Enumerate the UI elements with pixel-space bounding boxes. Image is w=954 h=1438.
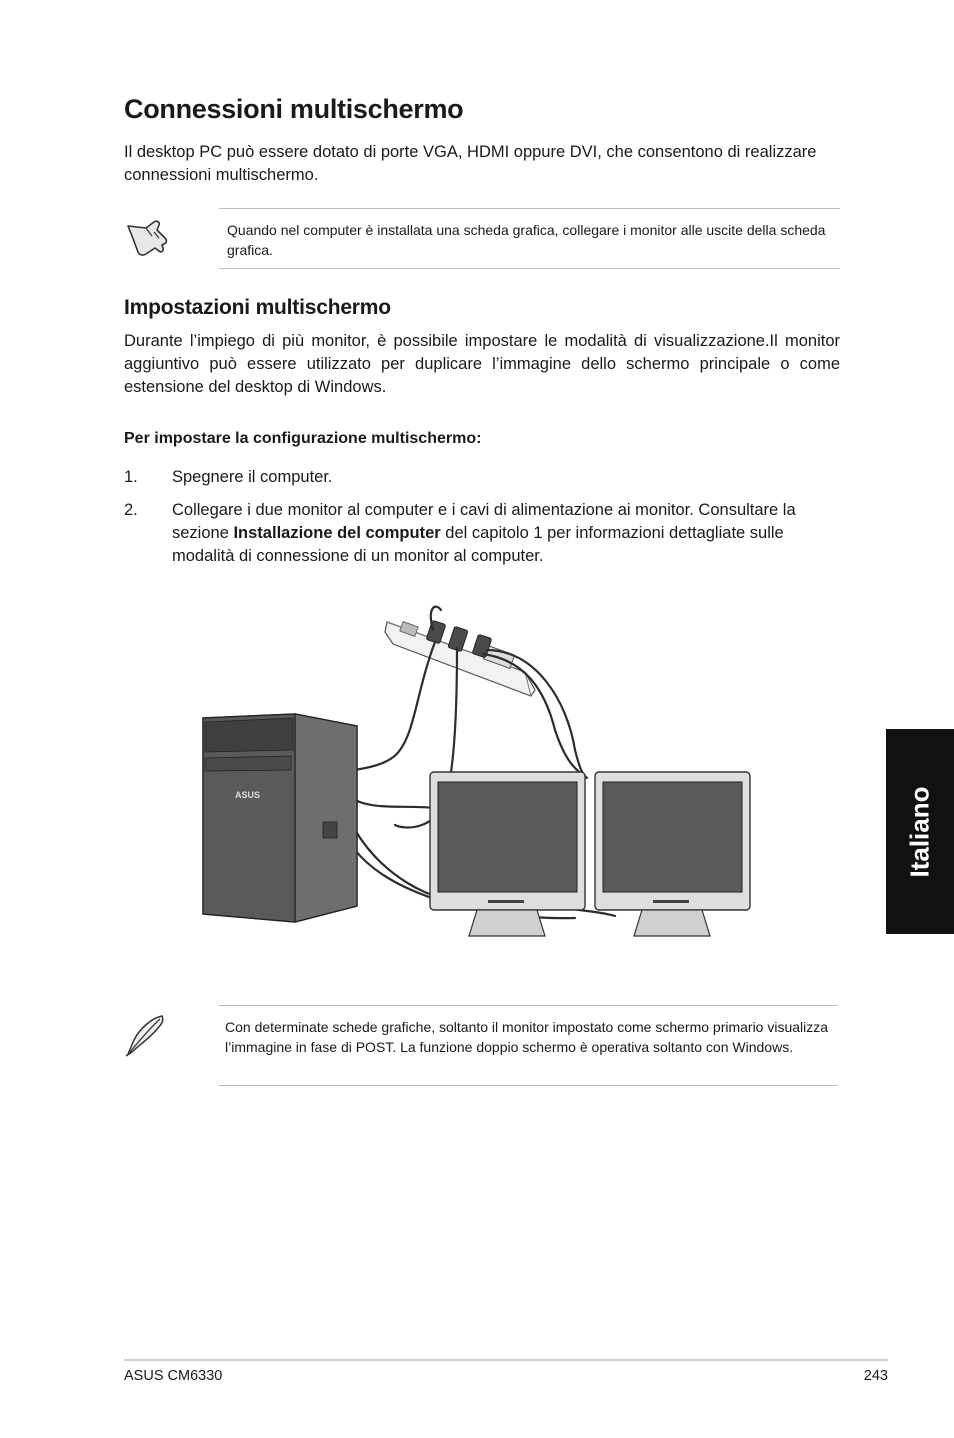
note-text: Con determinate schede grafiche, soltanto il monitor impostato come schermo primario visualizza l’immagine in fase di POST. La funzione doppio schermo è operativa soltanto con Windows. — [225, 1019, 829, 1055]
procedure-label: Per impostare la configurazione multischermo: — [124, 430, 482, 447]
pc-brand-label: ASUS — [235, 790, 261, 800]
step-text-part: del capitolo 1 per informazioni dettagliate sulle modalità di connessione di un monitor al computer. — [172, 524, 784, 565]
footer-model: ASUS CM6330 — [124, 1368, 223, 1384]
step-bold-reference: Installazione del computer — [233, 524, 441, 542]
intro-paragraph: Il desktop PC può essere dotato di porte VGA, HDMI oppure DVI, che consentono di realizzare connessioni multischermo. — [124, 143, 817, 184]
step-number: 1. — [124, 468, 138, 486]
quill-pen-icon — [122, 1012, 170, 1058]
section-body: Durante l’impiego di più monitor, è possibile impostare le modalità di visualizzazione.Il monitor aggiuntivo può essere utilizzato per duplicare l’immagine dello schermo principale o come estensione del desktop di Windows. — [124, 332, 840, 396]
note-top-divider — [219, 1005, 838, 1006]
note-bottom-divider — [219, 1085, 838, 1086]
hand-pointer-icon — [124, 214, 174, 258]
note-bottom-divider — [219, 268, 840, 269]
note-top-divider — [219, 208, 840, 209]
monitor-1 — [430, 772, 585, 936]
language-side-tab-label: Italiano — [904, 785, 935, 878]
language-side-tab — [886, 729, 954, 934]
pc-tower — [203, 714, 357, 922]
footer-page-number: 243 — [863, 1368, 888, 1384]
step-text — [172, 499, 840, 568]
page-title: Connessioni multischermo — [124, 94, 464, 124]
section-heading: Impostazioni multischermo — [124, 296, 391, 319]
footer-divider — [124, 1359, 888, 1361]
step-text-part: Collegare i due monitor al computer e i cavi di alimentazione ai monitor. Consultare la sezione — [172, 501, 796, 542]
monitor-2 — [595, 772, 750, 936]
step-number: 2. — [124, 501, 138, 519]
pc-dual-monitor-illustration — [195, 600, 760, 945]
step-text: Spegnere il computer. — [172, 468, 333, 486]
note-text: Quando nel computer è installata una scheda grafica, collegare i monitor alle uscite della scheda grafica. — [227, 222, 826, 258]
